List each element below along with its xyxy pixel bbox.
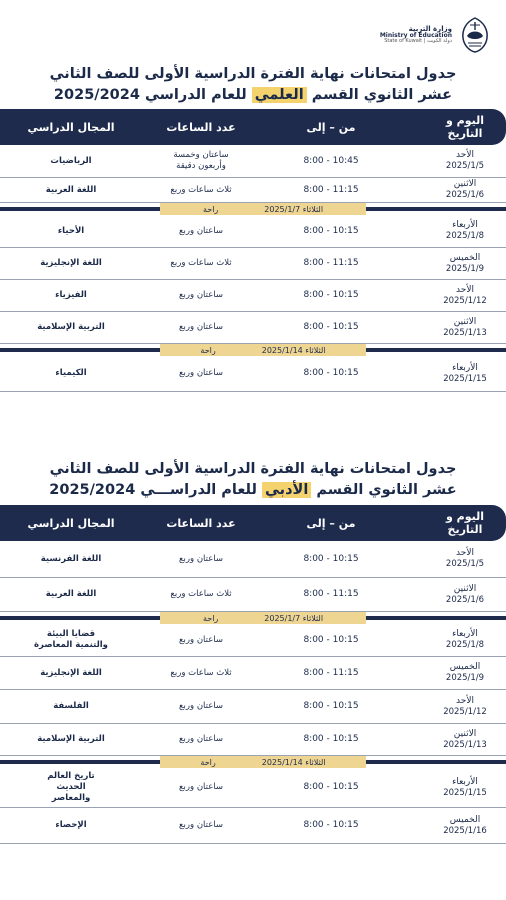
row-day: الاثنين: [453, 583, 477, 594]
header-subject: المجال الدراسي: [27, 516, 115, 530]
table-row: [0, 280, 506, 312]
rest-day-date: الثلاثاء 2025/1/7: [264, 613, 324, 623]
table-row: [0, 356, 506, 392]
table-row: [0, 248, 506, 280]
rest-day-bar: [0, 612, 506, 624]
row-duration: ساعتان وربع: [179, 225, 223, 236]
row-date-value: 2025/1/9: [445, 263, 485, 274]
row-day: الخميس: [449, 814, 481, 825]
row-date-value: 2025/1/6: [445, 594, 485, 605]
section-title: [0, 64, 506, 106]
row-date-value: 2025/1/9: [445, 673, 485, 683]
row-day: الاثنين: [453, 316, 477, 327]
rest-day-date: الثلاثاء 2025/1/14: [261, 757, 326, 767]
row-time: 8:00 - 10:15: [303, 368, 359, 378]
rest-label: راحة: [200, 345, 216, 355]
row-date: [432, 312, 498, 343]
row-day: الاثنين: [453, 179, 477, 189]
row-date: [432, 690, 498, 723]
row-date-value: 2025/1/5: [445, 161, 485, 171]
title-part-1: عشر الثانوي القسم: [311, 482, 457, 498]
rest-label: راحة: [202, 204, 219, 214]
row-date: [432, 145, 498, 177]
row-subject: اللغة الإنجليزية: [40, 258, 102, 268]
row-subject: الفيزياء: [55, 290, 87, 300]
row-date-value: 2025/1/15: [443, 787, 487, 798]
logo-subtitle: State of Kuwait | دولة الكويت: [384, 38, 452, 45]
row-subject: الكيمياء: [55, 368, 87, 378]
row-subject: الفلسفة: [53, 701, 89, 711]
table-row: [0, 215, 506, 248]
row-duration: ساعتان وربع: [179, 782, 223, 792]
row-day: الخميس: [449, 252, 481, 263]
row-subject: الأحياء: [57, 225, 85, 236]
rest-label-box: [160, 756, 366, 768]
rest-label-box: [160, 612, 366, 624]
rest-day-date: الثلاثاء 2025/1/14: [261, 345, 326, 355]
header-duration: عدد الساعات: [166, 120, 236, 134]
row-date-value: 2025/1/12: [443, 295, 487, 306]
table-row: [0, 312, 506, 344]
row-duration: ثلاث ساعات وربع: [170, 667, 232, 678]
row-date: [432, 215, 498, 247]
row-subject: التربية الإسلامية: [37, 322, 105, 332]
rest-label: راحة: [200, 757, 216, 767]
row-date: [432, 657, 498, 689]
row-date: [432, 178, 498, 202]
kuwait-emblem-icon: [458, 16, 492, 54]
row-day: الاثنين: [453, 728, 477, 739]
row-day: الأربعاء: [452, 220, 478, 230]
table-header: [0, 109, 506, 145]
rest-day-date: الثلاثاء 2025/1/7: [264, 204, 324, 214]
row-time: 8:00 - 11:15: [303, 184, 359, 195]
row-subject: تاريخ العالم الحديث والمعاصر: [47, 771, 95, 803]
row-day: الأربعاء: [452, 776, 478, 787]
title-line-1: جدول امتحانات نهاية الفترة الدراسية الأولى للصف الثاني: [49, 66, 457, 82]
title-part-2: للعام الدراســـي 2025/2024: [49, 482, 262, 498]
table-row: [0, 578, 506, 612]
row-day: الأربعاء: [452, 629, 478, 639]
row-date-value: 2025/1/13: [443, 739, 487, 750]
rest-day-bar: [0, 203, 506, 215]
row-subject: الإحصاء: [55, 820, 87, 830]
row-time: 8:00 - 10:15: [303, 553, 359, 564]
row-date-value: 2025/1/8: [445, 231, 485, 241]
row-subject: اللغة العربية: [45, 184, 97, 195]
rest-label: راحة: [202, 613, 219, 623]
header-time: من – إلى: [306, 120, 356, 134]
row-time: 8:00 - 10:15: [303, 701, 359, 711]
header-duration: عدد الساعات: [166, 516, 236, 530]
section-scientific-title: [0, 64, 506, 106]
row-time: 8:00 - 10:15: [303, 734, 359, 744]
row-date: [432, 280, 498, 311]
rest-label-box: [160, 344, 366, 356]
title-line-2: [40, 85, 466, 106]
rest-label-box: [160, 203, 366, 215]
row-day: الأحد: [456, 284, 474, 295]
logo-arabic: وزارة التربية: [408, 24, 452, 33]
row-duration: ساعتان وربع: [179, 553, 223, 564]
header-subject: المجال الدراسي: [27, 120, 115, 134]
row-subject: اللغة الفرنسية: [40, 553, 102, 564]
table-row: [0, 624, 506, 657]
table-row: [0, 541, 506, 578]
row-time: 8:00 - 11:15: [303, 258, 359, 268]
row-duration: ساعتان وربع: [179, 290, 223, 300]
row-subject: اللغة العربية: [45, 589, 97, 599]
row-duration: ثلاث ساعات وربع: [170, 258, 232, 268]
row-date-value: 2025/1/12: [443, 706, 487, 717]
table-row: [0, 808, 506, 844]
row-duration: ساعتان وخمسة وأربعون دقيقة: [173, 150, 229, 171]
logo-text: [380, 26, 452, 45]
ministry-logo: [372, 14, 492, 56]
table-row: [0, 178, 506, 203]
row-subject: اللغة الإنجليزية: [40, 667, 102, 678]
header-date: اليوم و التاريخ: [445, 510, 485, 536]
row-date: [432, 541, 498, 577]
row-time: 8:00 - 10:15: [303, 322, 359, 332]
title-line-2: [40, 480, 466, 501]
row-date-value: 2025/1/6: [445, 190, 485, 200]
rest-day-bar: [0, 756, 506, 768]
title-part-1: عشر الثانوي القسم: [306, 87, 453, 103]
row-time: 8:00 - 10:15: [303, 225, 359, 236]
row-subject: التربية الإسلامية: [37, 734, 105, 744]
row-duration: ساعتان وربع: [179, 701, 223, 711]
row-time: 8:00 - 10:15: [303, 634, 359, 645]
row-subject: الرياضيات: [50, 155, 92, 166]
row-date: [432, 768, 498, 807]
row-day: الأربعاء: [452, 362, 478, 373]
row-time: 8:00 - 10:15: [303, 290, 359, 300]
header-date: اليوم و التاريخ: [445, 114, 485, 140]
table-row: [0, 690, 506, 724]
row-date: [432, 624, 498, 656]
title-line-1: جدول امتحانات نهاية الفترة الدراسية الأولى للصف الثاني: [49, 461, 457, 477]
section-title: [0, 459, 506, 501]
row-date-value: 2025/1/16: [443, 825, 487, 836]
row-date: [432, 808, 498, 843]
table-header: [0, 505, 506, 541]
table-row: [0, 145, 506, 178]
row-time: 8:00 - 10:15: [303, 820, 359, 830]
row-date: [432, 248, 498, 279]
row-duration: ثلاث ساعات وربع: [170, 184, 232, 195]
row-day: الأحد: [456, 695, 474, 706]
section-literary-title: [0, 459, 506, 501]
row-day: الخميس: [449, 662, 481, 672]
rest-day-bar: [0, 344, 506, 356]
row-duration: ساعتان وربع: [179, 634, 223, 645]
row-duration: ساعتان وربع: [179, 322, 223, 332]
row-date-value: 2025/1/15: [443, 373, 487, 384]
row-day: الأحد: [456, 150, 474, 160]
header-time: من – إلى: [306, 516, 356, 530]
row-duration: ساعتان وربع: [179, 734, 223, 744]
row-duration: ساعتان وربع: [179, 368, 223, 378]
row-time: 8:00 - 11:15: [303, 667, 359, 678]
row-time: 8:00 - 10:45: [303, 155, 359, 166]
row-day: الأحد: [456, 548, 474, 558]
row-duration: ثلاث ساعات وربع: [170, 589, 232, 599]
table-row: [0, 657, 506, 690]
table-row: [0, 768, 506, 808]
row-date-value: 2025/1/8: [445, 640, 485, 650]
title-highlight: الأدبي: [262, 482, 311, 498]
row-subject: قضايا البيئة والتنمية المعاصرة: [34, 629, 108, 650]
row-time: 8:00 - 11:15: [303, 589, 359, 599]
row-date-value: 2025/1/5: [445, 559, 485, 569]
row-time: 8:00 - 10:15: [303, 782, 359, 792]
table-row: [0, 724, 506, 756]
row-date: [432, 356, 498, 391]
row-date: [432, 724, 498, 755]
title-part-2: للعام الدراسي 2025/2024: [53, 87, 252, 103]
row-date: [432, 578, 498, 611]
title-highlight: العلمي: [252, 87, 307, 103]
row-date-value: 2025/1/13: [443, 327, 487, 338]
logo-english: Ministry of Education: [379, 31, 452, 39]
row-duration: ساعتان وربع: [179, 820, 223, 830]
